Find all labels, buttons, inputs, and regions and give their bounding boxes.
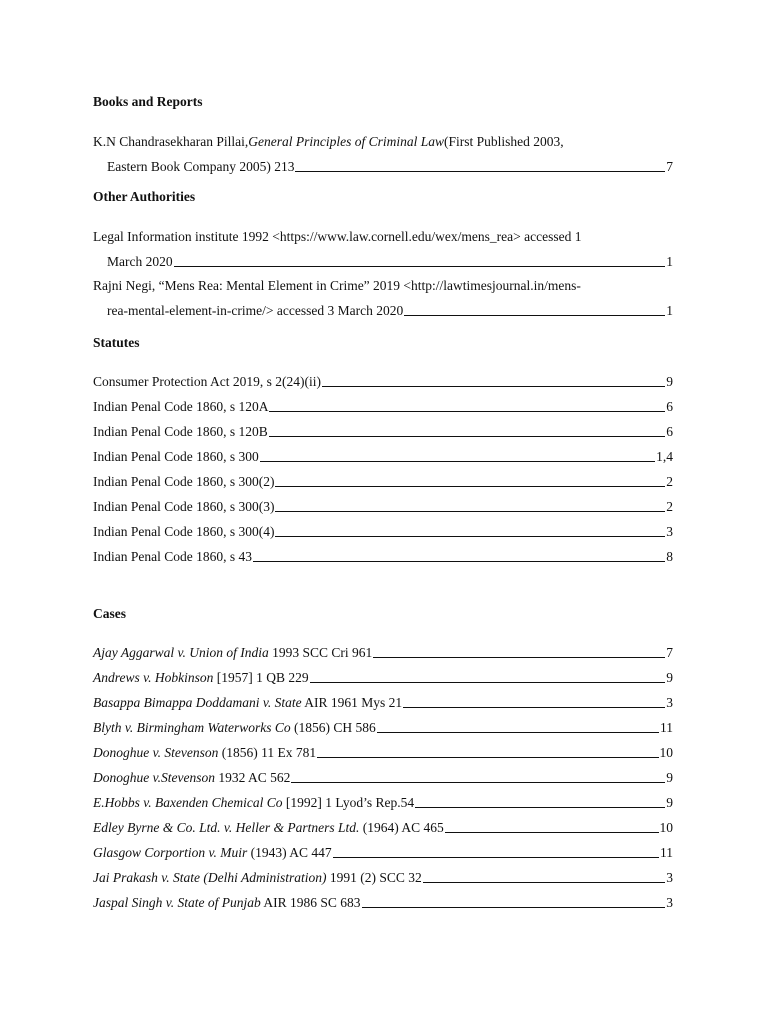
page-number: 2 — [666, 499, 673, 514]
page-number: 8 — [666, 549, 673, 564]
leader-line — [377, 732, 659, 733]
page-number: 9 — [666, 374, 673, 389]
page-number: 1,4 — [656, 449, 673, 464]
leader-line — [373, 657, 665, 658]
page-number: 7 — [666, 159, 673, 174]
list-item — [93, 740, 673, 765]
case-name: Edley Byrne & Co. Ltd. v. Heller & Partners Ltd. — [93, 820, 360, 835]
entry-text: Indian Penal Code 1860, s 300(4) — [93, 524, 275, 539]
leader-line — [362, 907, 666, 908]
list-item — [93, 815, 673, 840]
entry-text: (First Published 2003, — [443, 134, 564, 149]
case-name: E.Hobbs v. Baxenden Chemical Co — [93, 795, 283, 810]
list-item — [93, 519, 673, 544]
page-number: 7 — [666, 645, 673, 660]
list-item — [93, 890, 673, 915]
page-number: 9 — [666, 770, 673, 785]
leader-line — [174, 266, 666, 267]
case-citation: (1964) AC 465 — [359, 820, 444, 835]
page-number: 10 — [659, 745, 673, 760]
leader-line — [269, 436, 666, 437]
page-number: 3 — [666, 895, 673, 910]
case-citation: [1992] 1 Lyod’s Rep.54 — [282, 795, 415, 810]
entry-text: Legal Information institute 1992 <https://www.law.cornell.edu/wex/mens_rea> accessed 1 — [93, 229, 582, 244]
section-heading-cases: Cases — [93, 606, 126, 621]
page-number: 1 — [666, 254, 673, 269]
case-citation: (1943) AC 447 — [247, 845, 332, 860]
list-item — [93, 273, 673, 323]
case-citation: AIR 1961 Mys 21 — [301, 695, 403, 710]
leader-line — [403, 707, 665, 708]
list-item — [93, 419, 673, 444]
entry-text: Indian Penal Code 1860, s 300(3) — [93, 499, 275, 514]
page-number: 6 — [666, 424, 673, 439]
entry-text: Rajni Negi, “Mens Rea: Mental Element in Crime” 2019 <http://lawtimesjournal.in/mens- — [93, 278, 581, 293]
list-item — [93, 394, 673, 419]
leader-line — [260, 461, 655, 462]
entry-text: Consumer Protection Act 2019, s 2(24)(ii) — [93, 374, 321, 389]
case-citation: (1856) 11 Ex 781 — [218, 745, 317, 760]
page-number: 6 — [666, 399, 673, 414]
entry-text: March 2020 — [107, 254, 173, 269]
list-item — [93, 444, 673, 469]
page-number: 3 — [666, 695, 673, 710]
entry-title: General Principles of Criminal Law — [248, 134, 444, 149]
leader-line — [275, 536, 665, 537]
list-item — [93, 790, 673, 815]
entry-text: Indian Penal Code 1860, s 300 — [93, 449, 259, 464]
list-item — [93, 640, 673, 665]
leader-line — [445, 832, 659, 833]
case-name: Blyth v. Birmingham Waterworks Co — [93, 720, 291, 735]
list-item — [93, 469, 673, 494]
entry-text: Eastern Book Company 2005) 213 — [107, 159, 295, 174]
case-name: Donoghue v.Stevenson — [93, 770, 215, 785]
case-name: Basappa Bimappa Doddamani v. State — [93, 695, 302, 710]
leader-line — [253, 561, 665, 562]
statute-list — [93, 369, 673, 569]
list-item — [93, 715, 673, 740]
list-item — [93, 665, 673, 690]
case-name: Ajay Aggarwal v. Union of India — [93, 645, 269, 660]
section-heading-books: Books and Reports — [93, 94, 203, 109]
leader-line — [317, 757, 658, 758]
list-item — [93, 865, 673, 890]
page-number: 9 — [666, 670, 673, 685]
leader-line — [310, 682, 666, 683]
case-name: Andrews v. Hobkinson — [93, 670, 214, 685]
case-list — [93, 640, 673, 915]
page-number: 9 — [666, 795, 673, 810]
leader-line — [275, 511, 665, 512]
list-item — [93, 765, 673, 790]
list-item — [93, 224, 673, 274]
section-heading-other-authorities: Other Authorities — [93, 189, 196, 204]
page-number: 11 — [660, 845, 673, 860]
case-citation: (1856) CH 586 — [290, 720, 376, 735]
page-number: 3 — [666, 524, 673, 539]
entry-text: K.N Chandrasekharan Pillai, — [93, 134, 249, 149]
page-number: 1 — [666, 303, 673, 318]
entry-text: Indian Penal Code 1860, s 300(2) — [93, 474, 275, 489]
list-item — [93, 690, 673, 715]
list-item — [93, 129, 673, 179]
leader-line — [291, 782, 665, 783]
case-name: Jaspal Singh v. State of Punjab — [93, 895, 261, 910]
leader-line — [404, 315, 665, 316]
section-heading-statutes: Statutes — [93, 335, 140, 350]
case-citation: 1991 (2) SCC 32 — [326, 870, 422, 885]
leader-line — [322, 386, 665, 387]
case-citation: 1932 AC 562 — [214, 770, 291, 785]
entry-text: Indian Penal Code 1860, s 120A — [93, 399, 269, 414]
case-citation: AIR 1986 SC 683 — [260, 895, 361, 910]
list-item — [93, 369, 673, 394]
list-item — [93, 494, 673, 519]
case-name: Donoghue v. Stevenson — [93, 745, 219, 760]
list-item — [93, 840, 673, 865]
list-item — [93, 544, 673, 569]
leader-line — [415, 807, 665, 808]
leader-line — [275, 486, 665, 487]
entry-text: rea-mental-element-in-crime/> accessed 3 March 2020 — [107, 303, 404, 318]
page-number: 2 — [666, 474, 673, 489]
leader-line — [423, 882, 666, 883]
leader-line — [295, 171, 665, 172]
leader-line — [333, 857, 659, 858]
entry-text: Indian Penal Code 1860, s 120B — [93, 424, 268, 439]
entry-text: Indian Penal Code 1860, s 43 — [93, 549, 252, 564]
page-number: 10 — [659, 820, 673, 835]
case-name: Jai Prakash v. State (Delhi Administration) — [93, 870, 327, 885]
page-number: 3 — [666, 870, 673, 885]
case-citation: 1993 SCC Cri 961 — [268, 645, 373, 660]
case-citation: [1957] 1 QB 229 — [213, 670, 309, 685]
page-number: 11 — [660, 720, 673, 735]
case-name: Glasgow Corportion v. Muir — [93, 845, 248, 860]
leader-line — [269, 411, 665, 412]
